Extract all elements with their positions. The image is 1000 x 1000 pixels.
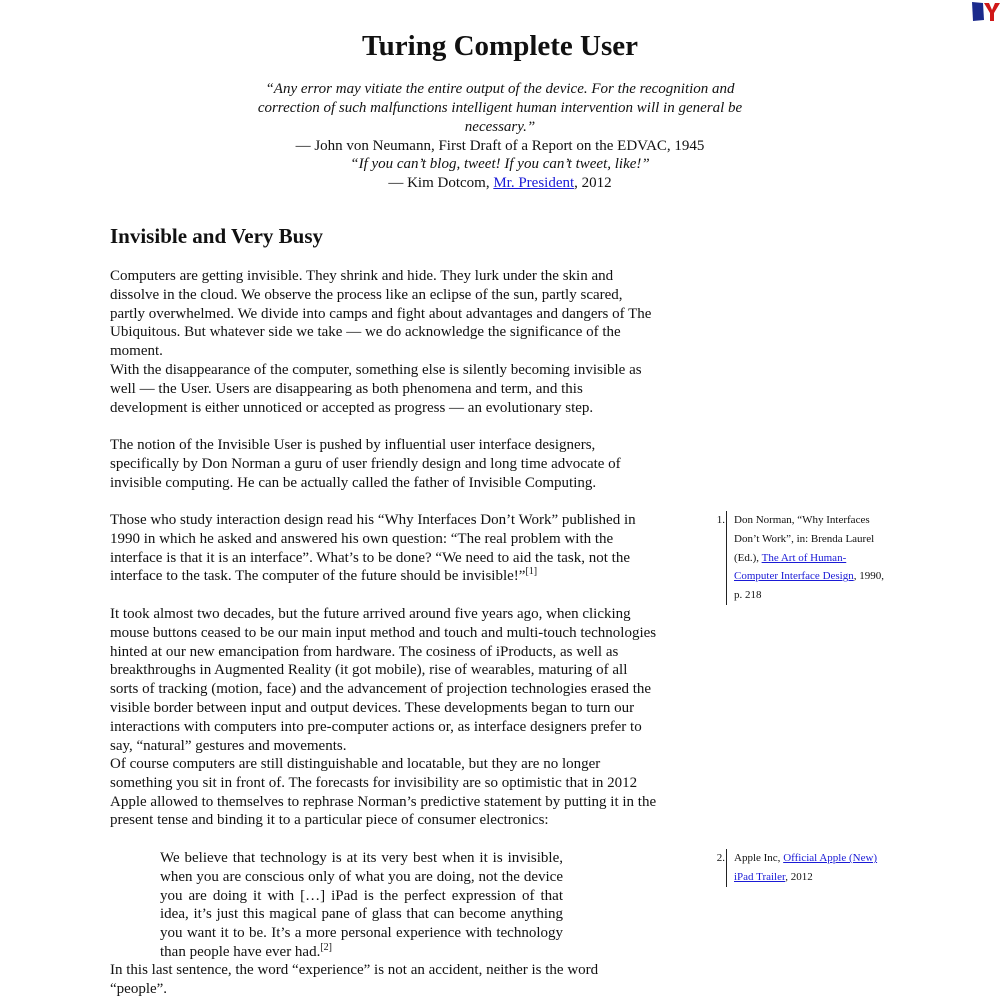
apple-blockquote (160, 849, 563, 962)
footnote-ref-1[interactable]: [1] (525, 566, 538, 578)
footnote-ref-2[interactable]: [2] (320, 941, 333, 953)
attribution-suffix: , 2012 (574, 175, 612, 191)
paragraph-with-footnote (110, 511, 658, 586)
site-logo[interactable] (970, 0, 1000, 22)
sidenote-text: Apple Inc, (734, 852, 784, 864)
epigraph-dotcom (245, 155, 755, 193)
attribution-prefix: — Kim Dotcom, (388, 175, 494, 191)
sidenote-number: 1. (716, 514, 725, 526)
paragraph: In this last sentence, the word “experience” is not an accident, neither is the word “people”. (110, 962, 599, 997)
sidenote-body (726, 511, 889, 605)
sidenote-link[interactable]: Official Apple (New) iPad Trailer (734, 852, 878, 883)
sidenote-text-after: , 1990, p. 218 (734, 570, 884, 602)
section-heading: Invisible and Very Busy (110, 224, 323, 248)
epigraph-attribution: — John von Neumann, First Draft of a Report on the EDVAC, 1945 (295, 138, 705, 154)
sidenote-2 (716, 849, 892, 887)
page-title: Turing Complete User (361, 30, 639, 62)
sidenote-1 (716, 511, 892, 602)
sidenote-number: 2. (716, 852, 725, 864)
paragraph: Computers are getting invisible. They shrink and hide. They lurk under the skin and dissolve in the cloud. We observe the process like an eclipse of the sun, partly scared, partly overwhelmed. We divide into camps and fight about advantages and dangers of The Ubiquitous. But whatever side we take — we do acknowledge the significance of the moment. (110, 268, 652, 360)
epigraph-von-neumann (245, 80, 755, 156)
paragraph-text: Those who study interaction design read his “Why Interfaces Don’t Work” published in 1990 in which he asked and answered his own question: “The real problem with the interface is that it is an interface”. What’s to be done? “We need to aid the task, not the interface to the task. The computer of the future should be invisible!” (110, 512, 636, 585)
epigraph-quote: “Any error may vitiate the entire output of the device. For the recognition and correction of such malfunctions intelligent human intervention will in general be necessary.” (257, 81, 743, 135)
paragraph: Of course computers are still distinguishable and locatable, but they are no longer something you sit in front of. The forecasts for invisibility are so optimistic that in 2012 Apple allowed to themselves to rephrase Norman’s predictive statement by putting it in the present tense and binding it to a particular piece of consumer electronics: (110, 756, 657, 829)
epigraph-attribution (245, 174, 755, 193)
sidenote-link[interactable]: The Art of Human-Computer Interface Design (734, 551, 854, 583)
paragraph: With the disappearance of the computer, something else is silently becoming invisible as well — the User. Users are disappearing as both phenomena and term, and this development is either unnoticed or accepted as progress — an evolutionary step. (110, 362, 642, 416)
sidenote-text-after: , 2012 (785, 870, 813, 883)
epigraph-quote: “If you can’t blog, tweet! If you can’t tweet, like!” (350, 156, 650, 172)
paragraph: It took almost two decades, but the future arrived around five years ago, when clicking mouse buttons ceased to be our main input method and touch and multi-touch technologies hinted at our new emancipation from hardware. The cosiness of iProducts, as well as breakthroughs in Augmented Reality (it got mobile), rise of wearables, maturing of all sorts of tracking (motion, face) and the advancement of projection technologies erased the visible border between input and output devices. These developments began to turn our interactions with computers into pre-computer actions or, as interface designers prefer to say, “natural” gestures and movements. (110, 606, 657, 754)
mr-president-link[interactable]: Mr. President (493, 175, 575, 191)
blockquote-text: We believe that technology is at its very best when it is invisible, when you are conscious only of what you are doing, not the device you are doing it with […] iPad is the perfect expression of that idea, it’s just this magical pane of glass that can become anything you want it to be. It’s a more personal experience with technology than people have ever had. (160, 850, 563, 960)
logo-y-shape (984, 3, 1000, 21)
sidenote-text: Don Norman, “Why Interfaces Don’t Work”, in: Brenda Laurel (Ed.), (734, 514, 875, 564)
logo-d-shape (972, 2, 984, 21)
sidenote-body (726, 849, 889, 887)
paragraph: The notion of the Invisible User is pushed by influential user interface designers, specifically by Don Norman a guru of user friendly design and long time advocate of invisible computing. He can be actually called the father of Invisible Computing. (110, 437, 621, 491)
